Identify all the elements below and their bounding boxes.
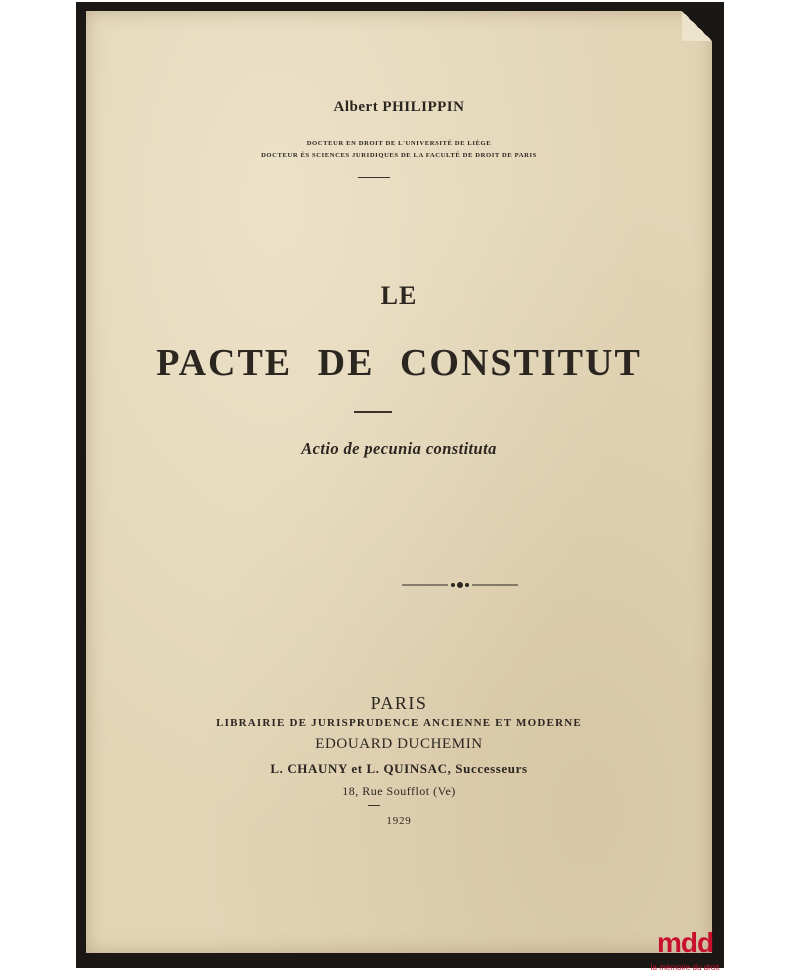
publication-year: 1929 bbox=[386, 815, 412, 827]
short-rule-bottom bbox=[368, 805, 380, 806]
book-subtitle: Actio de pecunia constituta bbox=[301, 439, 497, 458]
title-rule bbox=[354, 411, 392, 413]
publisher-library: LIBRAIRIE DE JURISPRUDENCE ANCIENNE ET MODERNE bbox=[216, 717, 582, 729]
svg-text:la mémoire du droit: la mémoire du droit bbox=[650, 963, 720, 972]
publisher-city: PARIS bbox=[370, 693, 428, 713]
publisher-successors: L. CHAUNY et L. QUINSAC, Successeurs bbox=[270, 761, 528, 776]
page-corner-fold bbox=[682, 11, 712, 41]
ornament-divider bbox=[402, 577, 518, 593]
title-article: LE bbox=[380, 281, 418, 310]
short-rule-top bbox=[358, 177, 390, 178]
publisher-editor: EDOUARD DUCHEMIN bbox=[315, 736, 483, 752]
book-cover bbox=[86, 11, 712, 953]
publisher-address: 18, Rue Soufflot (Ve) bbox=[342, 784, 456, 798]
author-credential-1: DOCTEUR EN DROIT DE L'UNIVERSITÉ DE LIÈGE bbox=[306, 140, 492, 147]
mdd-logo-watermark bbox=[640, 922, 730, 976]
svg-text:mdd: mdd bbox=[656, 927, 714, 958]
book-title: PACTE DE CONSTITUT bbox=[156, 342, 642, 384]
author-name: Albert PHILIPPIN bbox=[333, 99, 465, 115]
author-credential-2: DOCTEUR ÈS SCIENCES JURIDIQUES DE LA FACULTÉ DE DROIT DE PARIS bbox=[261, 152, 537, 159]
